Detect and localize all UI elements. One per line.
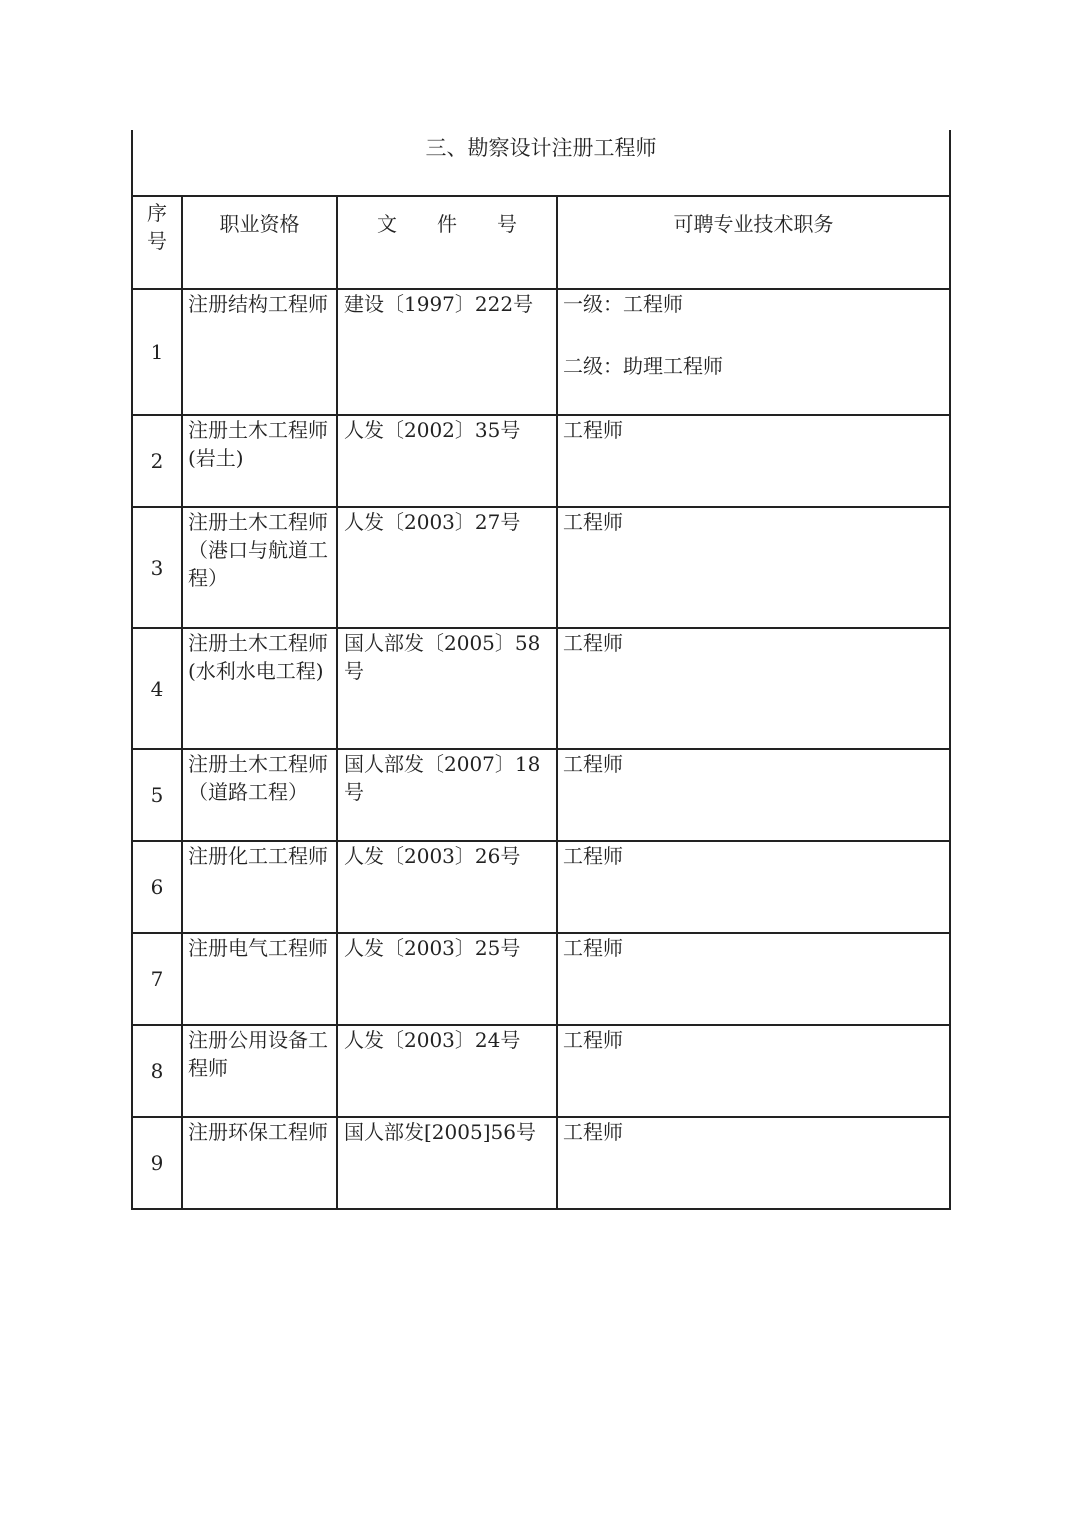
row-seq: 3 — [132, 507, 182, 628]
section-title-row — [132, 130, 950, 196]
row-technical-title — [557, 841, 950, 933]
row-seq: 2 — [132, 415, 182, 507]
row-qualification: 注册环保工程师 — [182, 1117, 337, 1209]
table-row — [132, 507, 950, 628]
technical-title-line: 工程师 — [563, 1120, 623, 1144]
row-seq: 9 — [132, 1117, 182, 1209]
row-seq: 1 — [132, 289, 182, 415]
section-title: 三、勘察设计注册工程师 — [132, 130, 950, 196]
table-row — [132, 1117, 950, 1209]
header-technical-title: 可聘专业技术职务 — [557, 196, 950, 289]
header-seq-line1: 序 — [147, 201, 167, 225]
table-row — [132, 415, 950, 507]
row-technical-title — [557, 628, 950, 749]
technical-title-line: 工程师 — [563, 752, 623, 776]
row-technical-title — [557, 933, 950, 1025]
row-qualification: 注册土木工程师（港口与航道工程） — [182, 507, 337, 628]
technical-title-line: 工程师 — [563, 631, 623, 655]
row-document-no: 国人部发[2005]56号 — [337, 1117, 557, 1209]
row-document-no: 建设〔1997〕222号 — [337, 289, 557, 415]
row-document-no: 人发〔2003〕25号 — [337, 933, 557, 1025]
header-document-no — [337, 196, 557, 289]
row-technical-title — [557, 507, 950, 628]
table-row — [132, 628, 950, 749]
technical-title-line: 一级：工程师 — [563, 292, 683, 316]
header-document-no-label: 文 件 号 — [377, 212, 517, 236]
technical-title-line: 二级：助理工程师 — [563, 354, 723, 378]
row-qualification: 注册电气工程师 — [182, 933, 337, 1025]
row-document-no: 人发〔2003〕26号 — [337, 841, 557, 933]
table-row — [132, 749, 950, 841]
technical-title-line: 工程师 — [563, 1028, 623, 1052]
row-technical-title — [557, 415, 950, 507]
technical-title-line: 工程师 — [563, 936, 623, 960]
table-row — [132, 841, 950, 933]
row-qualification: 注册化工工程师 — [182, 841, 337, 933]
row-document-no: 人发〔2003〕24号 — [337, 1025, 557, 1117]
row-qualification: 注册土木工程师(水利水电工程) — [182, 628, 337, 749]
row-qualification: 注册结构工程师 — [182, 289, 337, 415]
technical-title-line: 工程师 — [563, 844, 623, 868]
row-seq: 6 — [132, 841, 182, 933]
row-qualification: 注册土木工程师（道路工程） — [182, 749, 337, 841]
header-qualification: 职业资格 — [182, 196, 337, 289]
row-seq: 5 — [132, 749, 182, 841]
row-qualification: 注册公用设备工程师 — [182, 1025, 337, 1117]
row-technical-title — [557, 749, 950, 841]
row-document-no: 人发〔2002〕35号 — [337, 415, 557, 507]
row-technical-title — [557, 1025, 950, 1117]
row-seq: 4 — [132, 628, 182, 749]
technical-title-line: 工程师 — [563, 418, 623, 442]
row-qualification: 注册土木工程师(岩土) — [182, 415, 337, 507]
row-document-no: 国人部发〔2005〕58号 — [337, 628, 557, 749]
table-row — [132, 933, 950, 1025]
row-technical-title — [557, 289, 950, 415]
row-document-no: 国人部发〔2007〕18号 — [337, 749, 557, 841]
header-row — [132, 196, 950, 289]
header-seq — [132, 196, 182, 289]
table-row — [132, 1025, 950, 1117]
row-seq: 8 — [132, 1025, 182, 1117]
table-row — [132, 289, 950, 415]
header-seq-line2: 号 — [147, 229, 167, 253]
row-technical-title — [557, 1117, 950, 1209]
technical-title-line: 工程师 — [563, 510, 623, 534]
row-seq: 7 — [132, 933, 182, 1025]
registered-engineer-table — [131, 130, 951, 1210]
row-document-no: 人发〔2003〕27号 — [337, 507, 557, 628]
